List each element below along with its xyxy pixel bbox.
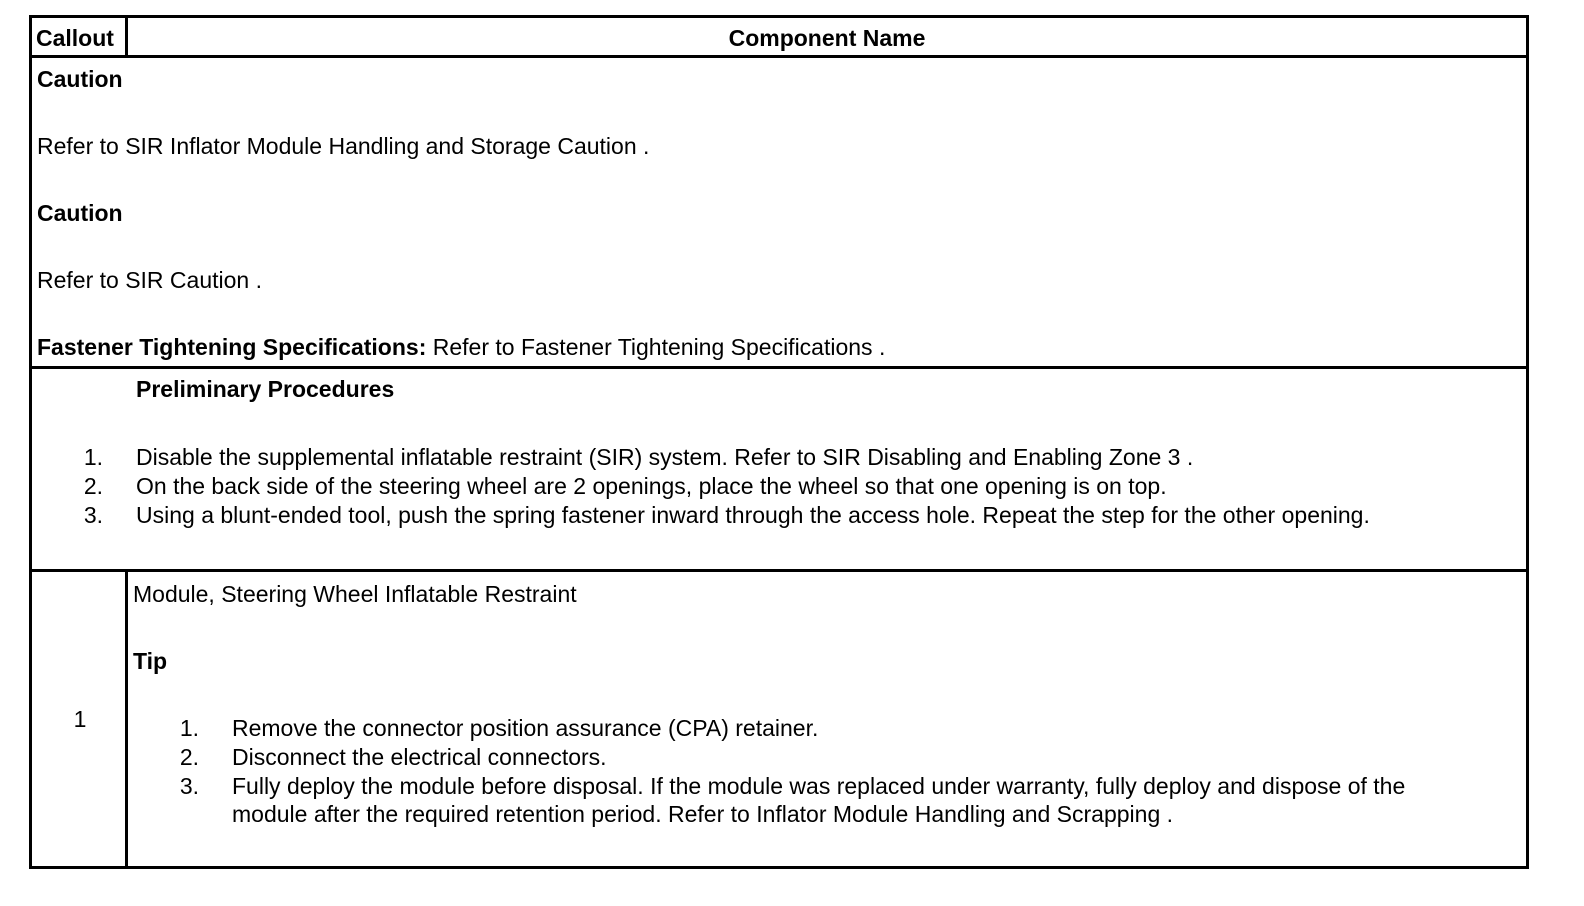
list-number: 1. [179, 715, 199, 741]
list-number: 3. [179, 773, 199, 799]
list-text: Fully deploy the module before disposal. If the module was replaced under warranty, fully deploy and dispose of the [232, 773, 1406, 799]
list-number: 3. [83, 502, 103, 528]
tip-title: Tip [133, 648, 168, 674]
procedure-table [29, 15, 1529, 869]
header-component-name: Component Name [728, 25, 926, 51]
list-text: Disable the supplemental inflatable restraint (SIR) system. Refer to SIR Disabling and Enabling Zone 3 . [136, 444, 1194, 470]
list-text: On the back side of the steering wheel are 2 openings, place the wheel so that one opening is on top. [136, 473, 1167, 499]
step-content-cell [128, 572, 1526, 869]
fastener-spec-label: Fastener Tightening Specifications: [37, 334, 427, 360]
component-name: Module, Steering Wheel Inflatable Restraint [133, 581, 577, 607]
prelim-title: Preliminary Procedures [136, 376, 395, 402]
notes-cell [32, 58, 1526, 366]
step-callout-cell [32, 572, 128, 869]
caution-title: Caution [37, 200, 123, 226]
header-callout: Callout [32, 18, 128, 55]
callout-number: 1 [73, 706, 87, 732]
caution-title: Caution [37, 66, 123, 92]
list-number: 2. [179, 744, 199, 770]
step-row [32, 572, 1526, 869]
preliminary-procedures-row [32, 369, 1526, 572]
fastener-spec-line [37, 333, 885, 361]
caution-text: Refer to SIR Inflator Module Handling and Storage Caution . [37, 133, 650, 159]
prelim-content-cell [83, 369, 1526, 569]
table-header-row [32, 18, 1526, 58]
list-text: Using a blunt-ended tool, push the spring fastener inward through the access hole. Repeat the step for the other opening. [136, 502, 1370, 528]
list-number: 2. [83, 473, 103, 499]
list-number: 1. [83, 444, 103, 470]
list-text: Disconnect the electrical connectors. [232, 744, 607, 770]
caution-text: Refer to SIR Caution . [37, 267, 262, 293]
notes-row [32, 58, 1526, 369]
list-text: Remove the connector position assurance (CPA) retainer. [232, 715, 819, 741]
fastener-spec-text: Refer to Fastener Tightening Specifications . [426, 334, 886, 360]
list-text: module after the required retention period. Refer to Inflator Module Handling and Scrapping . [232, 801, 1174, 827]
